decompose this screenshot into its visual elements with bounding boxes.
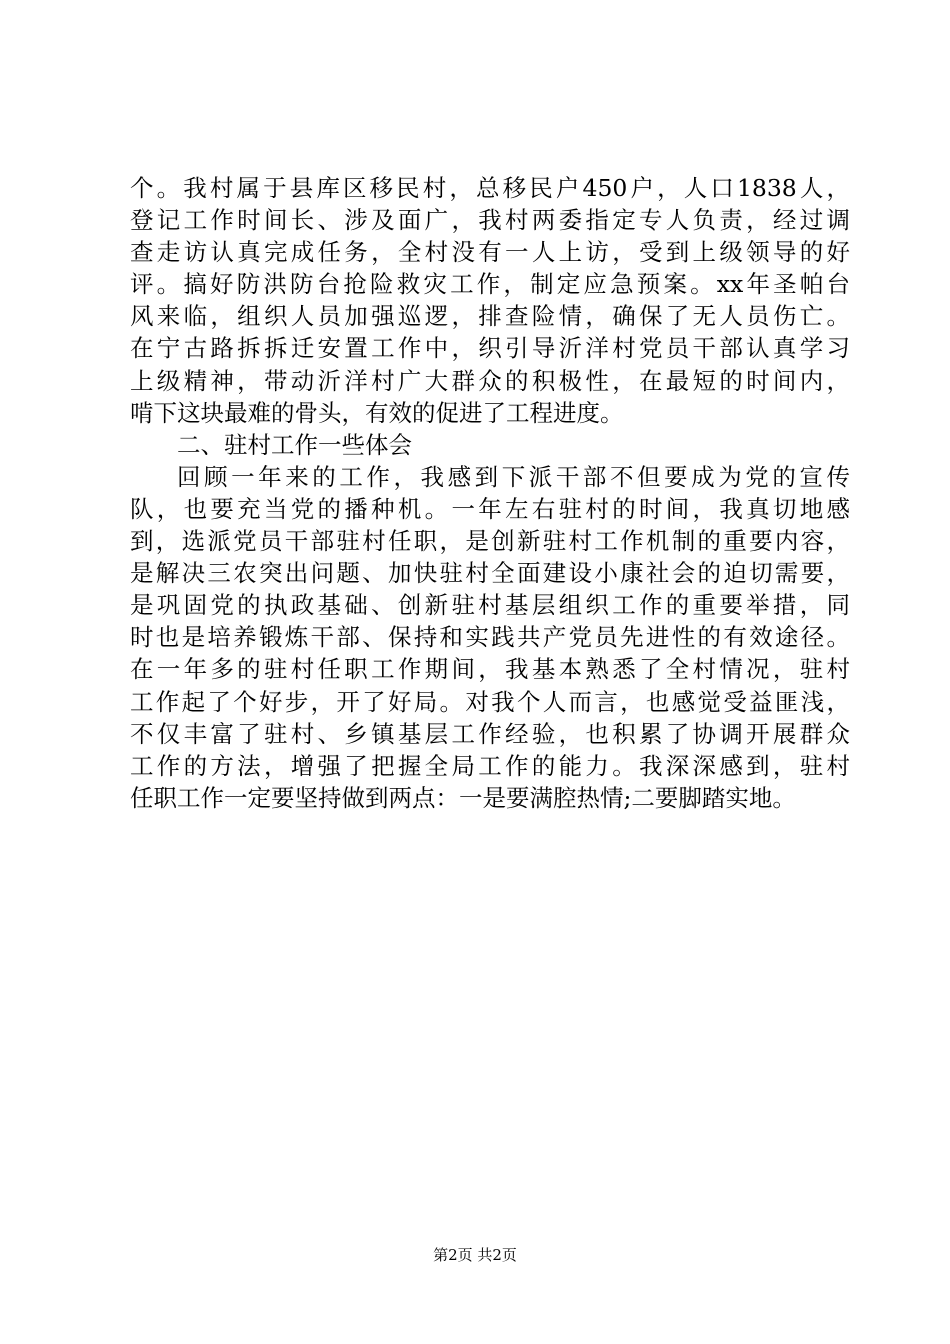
text-line: 工作起了个好步，开了好局。对我个人而言，也感觉受益匪浅，: [130, 687, 850, 716]
page-footer: 第2页 共2页: [433, 1246, 517, 1264]
text-line: 到，选派党员干部驻村任职，是创新驻村工作机制的重要内容，: [130, 527, 850, 556]
text-line: 回顾一年来的工作，我感到下派干部不但要成为党的宣传: [177, 462, 850, 491]
paragraph: [130, 172, 850, 429]
text-line: 任职工作一定要坚持做到两点：一是要满腔热情;二要脚踏实地。: [130, 783, 796, 812]
document-body: [130, 172, 850, 814]
text-line: 风来临，组织人员加强巡逻，排查险情，确保了无人员伤亡。: [130, 302, 850, 331]
text-line: 工作的方法，增强了把握全局工作的能力。我深深感到，驻村: [130, 751, 850, 780]
text-line: 上级精神，带动沂洋村广大群众的积极性，在最短的时间内，: [130, 366, 850, 395]
text-line: 评。搞好防洪防台抢险救灾工作，制定应急预案。xx年圣帕台: [130, 270, 850, 299]
paragraph: [130, 429, 850, 461]
text-line: 查走访认真完成任务，全村没有一人上访，受到上级领导的好: [130, 238, 850, 267]
text-line: 二、驻村工作一些体会: [177, 430, 412, 459]
paragraph: [130, 461, 850, 814]
text-line: 在一年多的驻村任职工作期间，我基本熟悉了全村情况，驻村: [130, 655, 850, 684]
text-line: 是巩固党的执政基础、创新驻村基层组织工作的重要举措，同: [130, 591, 850, 620]
text-line: 不仅丰富了驻村、乡镇基层工作经验，也积累了协调开展群众: [130, 719, 850, 748]
text-line: 登记工作时间长、涉及面广，我村两委指定专人负责，经过调: [130, 206, 850, 235]
text-line: 啃下这块最难的骨头，有效的促进了工程进度。: [130, 398, 624, 427]
text-line: 队，也要充当党的播种机。一年左右驻村的时间，我真切地感: [130, 494, 850, 523]
text-line: 时也是培养锻炼干部、保持和实践共产党员先进性的有效途径。: [130, 623, 850, 652]
text-line: 在宁古路拆拆迁安置工作中，织引导沂洋村党员干部认真学习: [130, 334, 850, 363]
text-line: 是解决三农突出问题、加快驻村全面建设小康社会的迫切需要，: [130, 559, 850, 588]
text-line: 个。我村属于县库区移民村，总移民户450户，人口1838人，: [130, 174, 850, 202]
